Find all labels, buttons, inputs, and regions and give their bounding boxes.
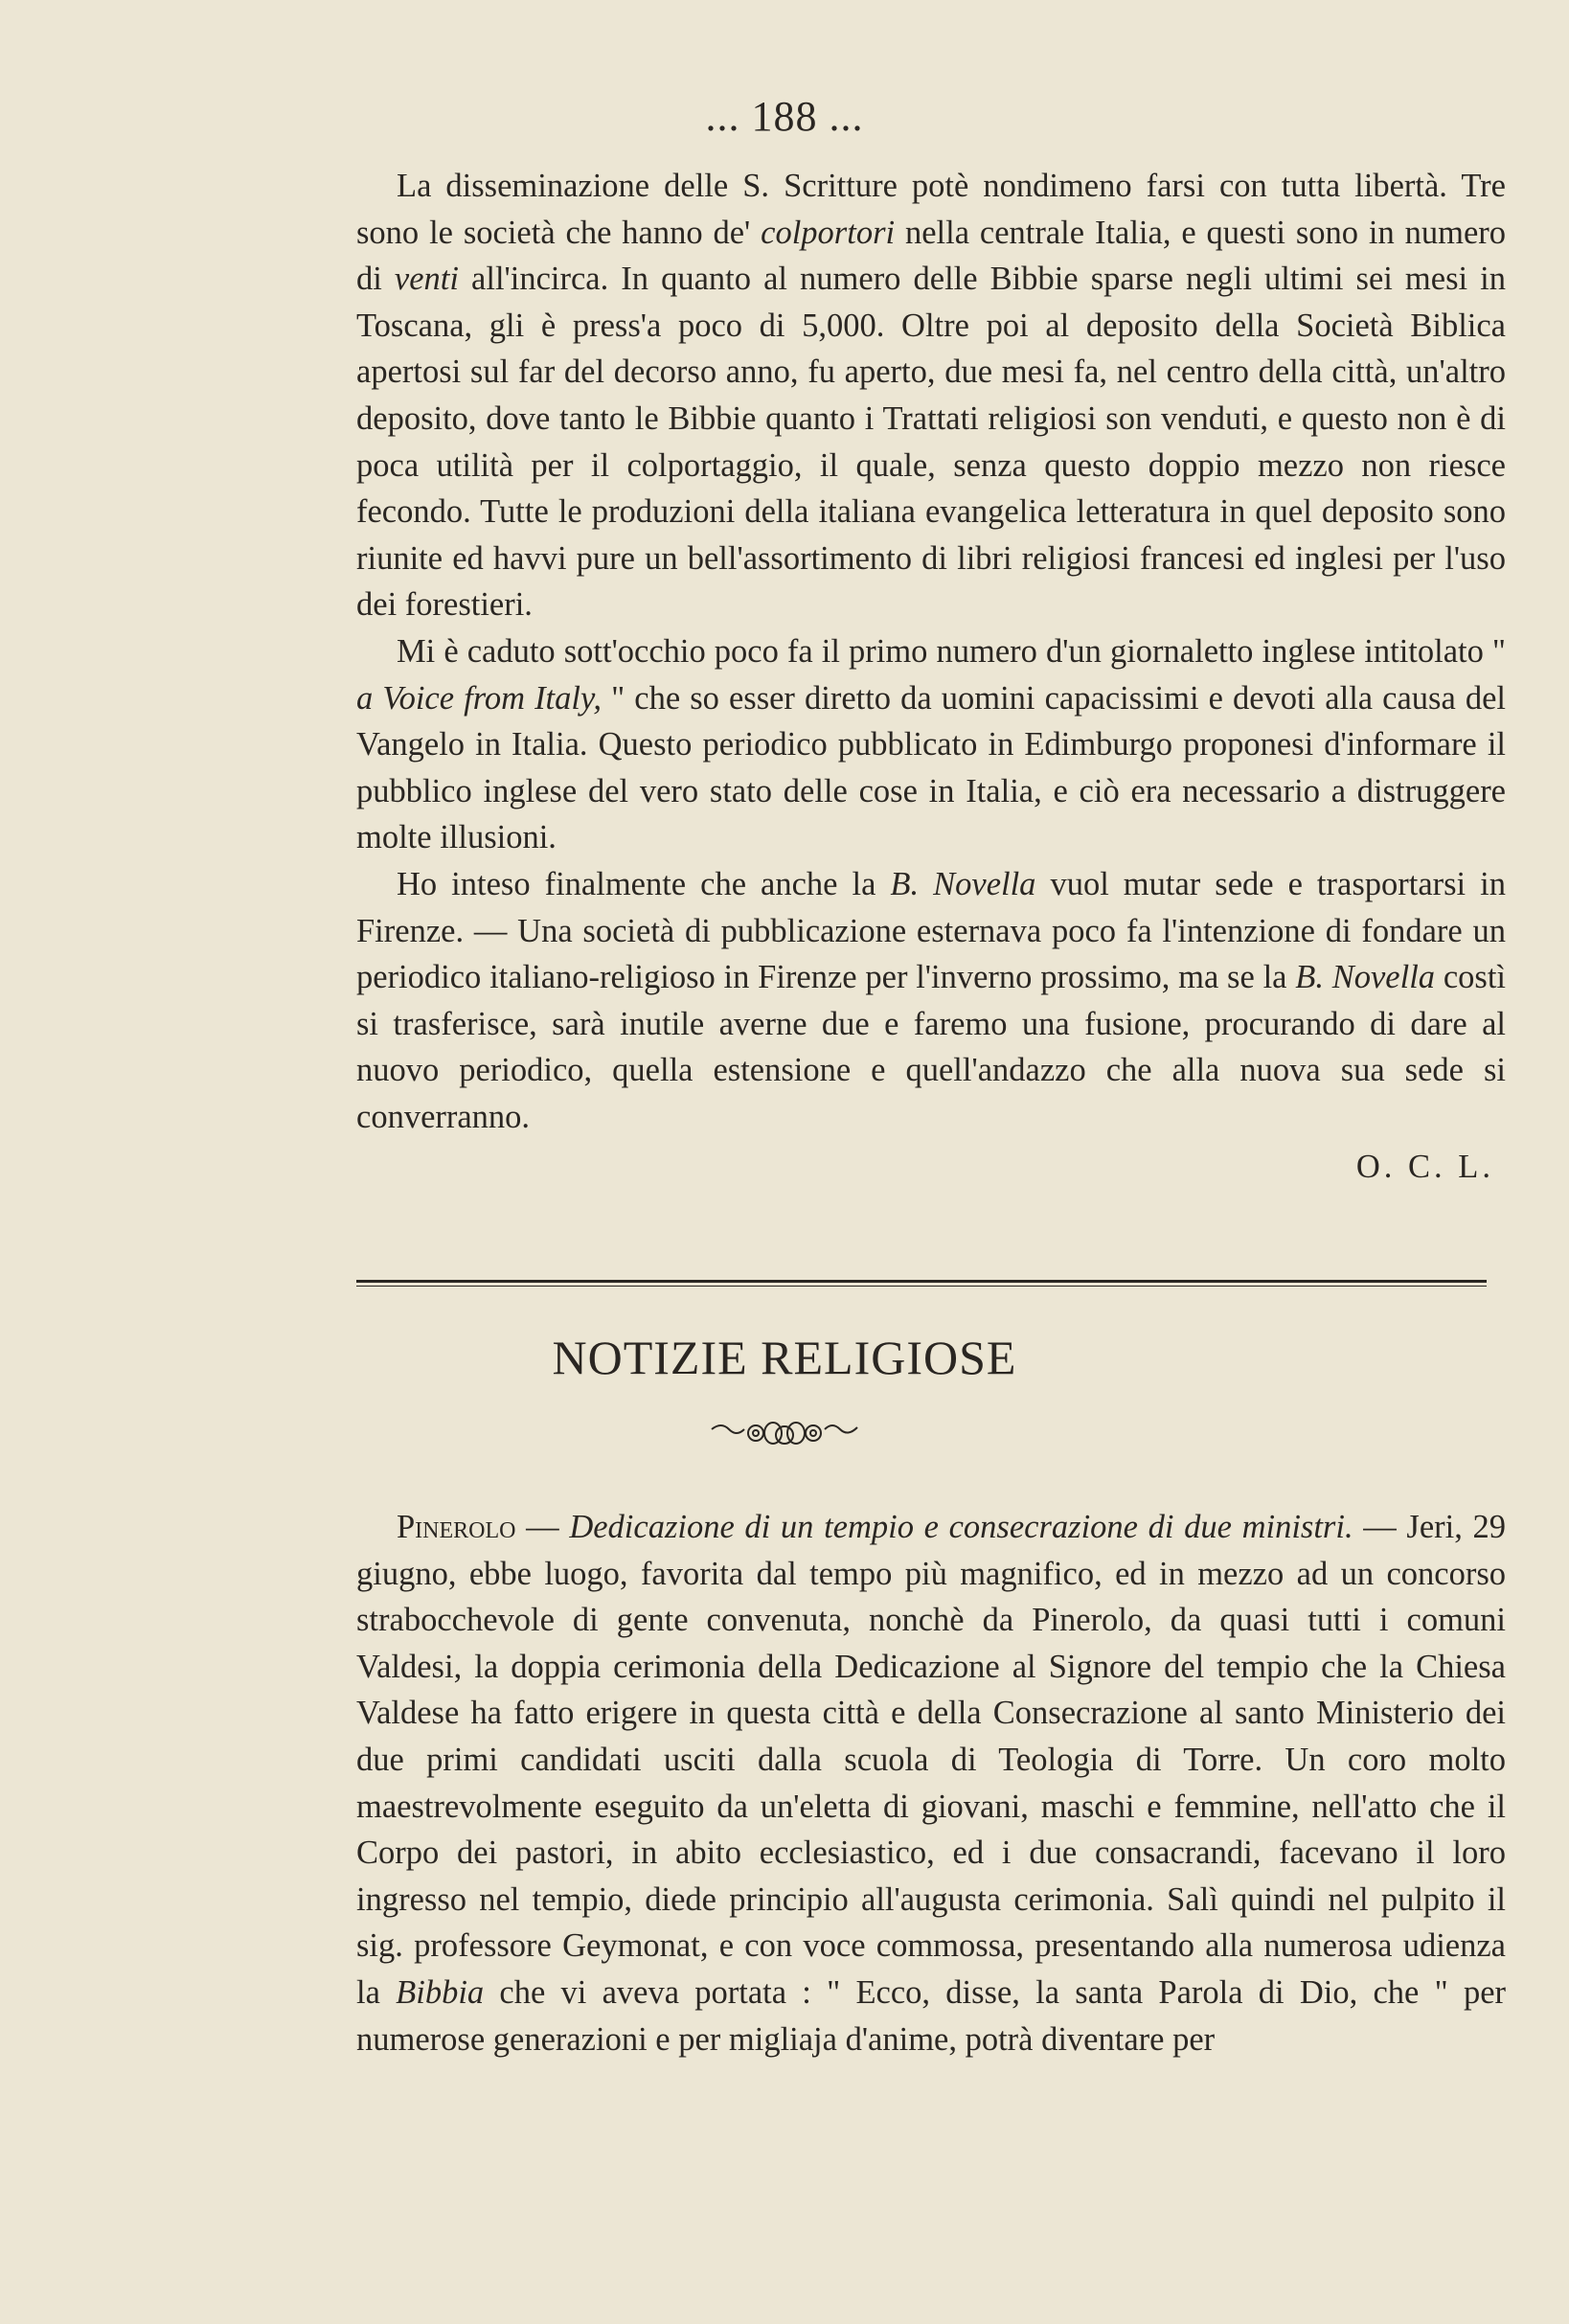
paragraph-journal: Mi è caduto sott'occhio poco fa il primo numero d'un giornaletto inglese intitolato " a Voice from Italy, " che so esser diretto da uomini capacissimi e devoti alla causa del Vangelo in Italia. Questo periodico pubblicato in Edimburgo proponesi d'informare il pubblico inglese del vero stato delle cose in Italia, e ciò era necessario a distruggere molte illusioni. (356, 632, 1506, 856)
news-section (356, 1504, 1506, 2062)
floral-ornament-icon (0, 1416, 1569, 1454)
article-body (356, 163, 1506, 1191)
page-number: ... 188 ... (705, 93, 864, 140)
section-title: NOTIZIE RELIGIOSE (552, 1331, 1017, 1384)
paragraph-dissemination: La disseminazione delle S. Scritture potè nondimeno farsi con tutta libertà. Tre sono le società che hanno de' colportori nella centrale Italia, e questi sono in numero di venti all'incirca. In quanto al numero delle Bibbie sparse negli ultimi sei mesi in Toscana, gli è press'a poco di 5,000. Oltre poi al deposito della Società Biblica apertosi sul far del decorso anno, fu aperto, due mesi fa, nel centro della città, un'altro deposito, dove tanto le Bibbie quanto i Trattati religiosi son venduti, e questo non è di poca utilità per il colportaggio, il quale, senza questo doppio mezzo non riesce fecondo. Tutte le produzioni della italiana evangelica letteratura in quel deposito sono riunite ed havvi pure un bell'assortimento di libri religiosi francesi ed inglesi per l'uso dei forestieri. (356, 168, 1507, 624)
paragraph-novella: Ho inteso finalmente che anche la B. Novella vuol mutar sede e trasportarsi in Firenze. — Una società di pubblicazione esternava poco fa l'intenzione di fondare un periodico italiano-religioso in Firenze per l'inverno prossimo, ma se la B. Novella costì si trasferisce, sarà inutile averne due e faremo una fusione, procurando di dare al nuovo periodico, quella estensione e quell'andazzo che alla nuova sua sede si converranno. (356, 865, 1506, 1135)
author-signature: O. C. L. (1355, 1149, 1494, 1186)
news-pinerolo: Pinerolo — Dedicazione di un tempio e consecrazione di due ministri. — Jeri, 29 giugno, ebbe luogo, favorita dal tempo più magnifico, ed in mezzo ad un concorso strabocchevole di gente convenuta, nonchè da Pinerolo, da quasi tutti i comuni Valdesi, la doppia cerimonia della Dedicazione al Signore del tempio che la Chiesa Valdese ha fatto erigere in questa città e della Consecrazione al santo Ministerio dei due primi candidati usciti dalla scuola di Teologia di Torre. Un coro molto maestrevolmente eseguito da un'eletta di giovani, maschi e femmine, nell'atto che il Corpo dei pastori, in abito ecclesiastico, ed i due consacrandi, facevano il loro ingresso nel tempio, diede principio all'augusta cerimonia. Salì quindi nel pulpito il sig. professore Geymonat, e con voce commossa, presentando alla numerosa udienza la Bibbia che vi aveva portata : " Ecco, disse, la santa Parola di Dio, che " per numerose generazioni e per migliaja d'anime, potrà diventare per (356, 1509, 1506, 2058)
news-heading: Dedicazione di un tempio e consecrazione di due ministri. (569, 1509, 1353, 1545)
section-divider (356, 1280, 1487, 1289)
place-name: Pinerolo (397, 1509, 516, 1545)
